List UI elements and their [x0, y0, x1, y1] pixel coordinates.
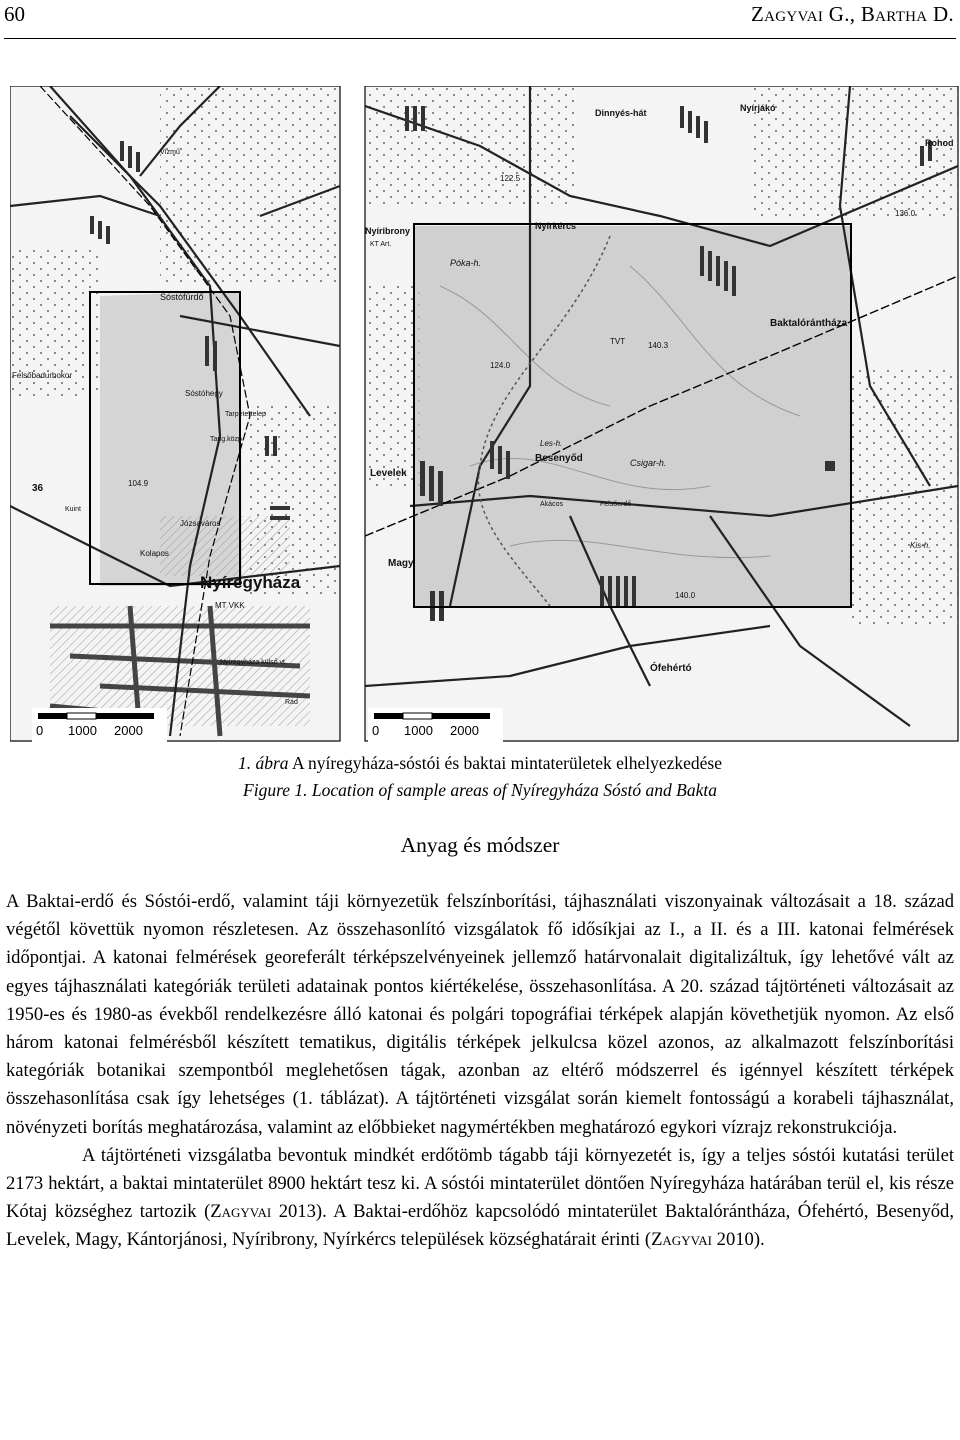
paragraph-2-part-c: 2010). [712, 1229, 765, 1251]
right-sample-area [415, 226, 850, 606]
left-map-panel [10, 86, 340, 744]
paragraph-2 [6, 1142, 954, 1255]
right-label-felsoerdo: Felsőerdő [600, 501, 632, 508]
figure-caption-english [0, 780, 960, 801]
citation-author-2: Zagyvai [651, 1229, 713, 1251]
right-label-height-3: 124.0 [490, 361, 511, 370]
left-label-vizmu: Vízmű [160, 149, 180, 156]
left-scale-0: 0 [36, 723, 44, 738]
left-scale-2000: 2000 [114, 723, 143, 738]
right-label-height-2: 136.0 [895, 209, 916, 218]
right-label-rohod: Rohod [925, 138, 954, 148]
paragraph-2-part-a: A tájtörténeti vizsgálatba bevontuk mindkét erdőtömb tágabb táji környezetét is, így a teljes sóstói kutatási terület 2173 hektárt, a baktai mintaterület 8900 hektárt tesz ki. A sóstói mintaterület döntően Nyíregyháza határában terül el, kis része Kótaj községhez tartozik ( [6, 1144, 954, 1223]
right-label-nyirjako: Nyírjákó [740, 103, 776, 113]
left-scale-1000: 1000 [68, 723, 97, 738]
right-label-kt-art: KT Art. [370, 241, 392, 248]
left-label-city: Nyíregyháza [200, 573, 301, 592]
paragraph-1: A Baktai-erdő és Sóstói-erdő, valamint táji környezetük felszínborítási, tájhasználati viszonyainak változásait a 18. század végétől követtük nyomon részletesen. Az összehasonlító vizsgálatok fő idősíkjai az I., a II. és a III. katonai felmérések időpontjai. A katonai felmérések georeferált térképszelvényeinek jellemző határvonalait digitalizáltuk, így lehetővé vált az egyes tájhasználati kategóriák területi adatainak pontos kiértékelése, összehasonlítása. A 20. század tájtörténeti változásait az 1950-es és 1980-as évekből rendelkezésre álló katonai és polgári topográfiai térképek alapján követhetjük nyomon. Az első három katonai felmérésből készített tematikus, digitális térképek jelkulcsa közel azonos, az alkalmazott felszínborítási kategóriák botanikai szempontból meglehetősen tágak, azonban az eltérő módszerrel és igénnyel készített térképek összehasonlítása csak így lehetséges (1. táblázat). A tájtörténeti vizsgálat során kiemelt fontosságú a korabeli tájhasználat, növényzeti borítás meghatározása, valamint az előbbieket nagymértékben meghatározó egykori vízrajz rekonstrukciója. [6, 891, 954, 1138]
left-label-felsobadurbokor: Felsőbadurbokor [12, 371, 73, 380]
right-label-les-h: Les-h. [540, 439, 563, 448]
left-label-kuint: Kuint [65, 506, 81, 513]
page-header [0, 0, 960, 40]
right-label-nyiribrony: Nyíribrony [365, 226, 411, 236]
right-label-tvt: TVT [610, 337, 626, 346]
right-scale-2000: 2000 [450, 723, 479, 738]
running-head-authors: Zagyvai G., Bartha D. [751, 2, 954, 26]
left-label-kulso-vt: Nyíregyháza külső vt. [220, 659, 287, 666]
left-label-rad: Rád [285, 699, 298, 706]
section-title: Anyag és módszer [400, 833, 560, 857]
right-label-nyirkercs: Nyírkércs [535, 221, 577, 231]
left-label-sostohegy: Sóstóhegy [185, 389, 223, 398]
paragraph-2-part-b: 2013). A Baktai-erdőhöz kapcsolódó mintaterület Baktalórántháza, Ófehértó, Besenyőd, Levelek, Magy, Kántorjánosi, Nyíribrony, Nyírkércs települések községhatárait érinti ( [6, 1201, 954, 1251]
figure-caption-hungarian [0, 753, 960, 774]
left-label-jozsavaros: Józsaváros [180, 519, 221, 528]
left-label-tangkozp: Tang.közp. [210, 436, 244, 443]
map-figure-svg [10, 86, 960, 746]
right-label-dinnyes-hat: Dinnyés-hát [595, 108, 647, 118]
right-label-height-5: 140.0 [675, 591, 696, 600]
right-label-besenyod: Besenyőd [535, 453, 583, 464]
left-label-tarpetertelep: Tarpétertelep [225, 411, 266, 418]
page-number: 60 [4, 2, 25, 26]
right-map-panel [365, 86, 960, 744]
right-label-levelek: Levelek [370, 468, 407, 479]
right-label-poka-h: Póka-h. [450, 258, 482, 268]
left-label-sostofurdo: Sóstófürdő [160, 292, 204, 302]
body-text [6, 888, 954, 1255]
caption-en-label: Figure 1. [243, 780, 308, 800]
header-rule [4, 38, 956, 39]
right-label-magy: Magy [388, 558, 414, 569]
right-label-csigar-h: Csigar-h. [630, 458, 667, 468]
right-label-ofeherto: Ófehértó [650, 663, 692, 674]
left-label-kolapos: Kolapos [140, 549, 169, 558]
right-label-baktaloranthaza: Baktalórántháza [770, 318, 848, 329]
caption-en-text: Location of sample areas of Nyíregyháza Sóstó and Bakta [307, 780, 717, 800]
right-label-height-1: 122.5 [500, 174, 521, 183]
caption-hu-text: A nyíregyháza-sóstói és baktai mintaterületek elhelyezkedése [288, 753, 722, 773]
citation-author-1: Zagyvai [210, 1201, 272, 1223]
figure-maps [10, 86, 960, 746]
right-scale-bar [368, 708, 503, 744]
left-label-height: 104.9 [128, 479, 149, 488]
right-scale-1000: 1000 [404, 723, 433, 738]
right-scale-0: 0 [372, 723, 380, 738]
left-label-road: 36 [32, 483, 44, 494]
right-label-kis-h: Kis-h. [910, 541, 931, 550]
right-label-height-4: 140.3 [648, 341, 669, 350]
right-label-akacos: Akácos [540, 501, 563, 508]
caption-hu-label: 1. ábra [237, 753, 289, 773]
left-scale-bar [32, 708, 167, 744]
left-label-mtvkk: MT VKK [215, 601, 245, 610]
